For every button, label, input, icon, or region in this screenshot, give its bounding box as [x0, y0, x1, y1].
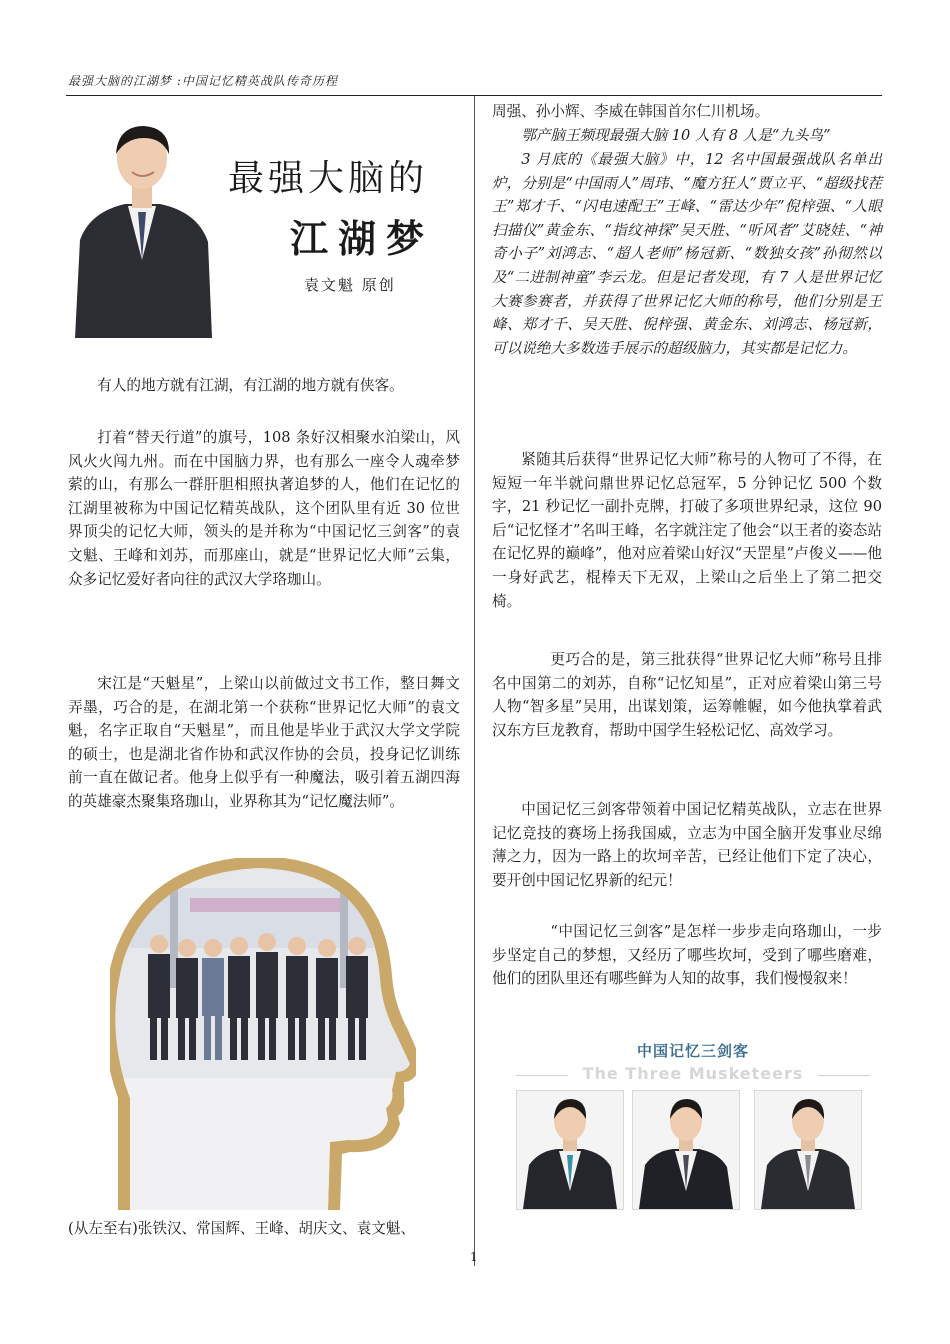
article-title-line2: 江湖梦	[290, 216, 435, 261]
right-paragraph-3: 紧随其后获得“世界记忆大师”称号的人物可了不得，在短短一年半就问鼎世界记忆总冠军，5 分钟记忆 500 个数字，21 秒记忆一副扑克牌，打破了多项世界纪录，这位 90 后“记忆怪才”名叫王峰，名字就注定了他会“以王者的姿态站在记忆界的巅峰”，他对应着梁山好汉“天罡星”卢俊义——他一身好武艺，棍棒天下无双，上梁山之后坐上了第二把交椅。	[492, 451, 882, 610]
page-number: 1	[470, 1250, 478, 1264]
head-silhouette-figure	[110, 858, 416, 1210]
musketeer-photo-3	[754, 1090, 862, 1210]
running-header: 最强大脑的江湖梦 :中国记忆精英战队传奇历程	[68, 74, 338, 88]
left-paragraph-2: 打着“替天行道”的旗号，108 条好汉相聚水泊梁山，风风火火闯九州。而在中国脑力界，也有那么一座令人魂牵梦萦的山，有那么一群肝胆相照执著追梦的人，他们在记忆的江湖里被称为中国记忆精英战队，这个团队里有近 30 位世界顶尖的记忆大师，领头的是并称为“中国记忆三剑客”的袁文魁、王峰和刘苏，而那座山，就是“世界记忆大师”云集，众多记忆爱好者向往的武汉大学珞珈山。	[68, 429, 460, 588]
three-musketeers-banner	[516, 1038, 870, 1208]
right-paragraph-5: 中国记忆三剑客带领着中国记忆精英战队，立志在世界记忆竞技的赛场上扬我国威，立志为中国全脑开发事业尽绵薄之力，因为一路上的坎坷辛苦，已经让他们下定了决心，要开创中国记忆界新的纪元！	[492, 801, 882, 889]
right-paragraph-1: 周强、孙小辉、李威在韩国首尔仁川机场。	[492, 103, 770, 120]
portrait-photo-icon	[70, 120, 215, 338]
column-divider	[474, 96, 475, 1266]
musketeer-photo-2	[632, 1090, 740, 1210]
musketeers-title-en: The Three Musketeers	[582, 1064, 804, 1083]
left-paragraph-3: 宋江是“天魁星”，上梁山以前做过文书工作，整日舞文弄墨，巧合的是，在湖北第一个获称“世界记忆大师”的袁文魁，名字正取自“天魁星”，而且他是毕业于武汉大学文学院的硕士，也是湖北省作协和武汉作协的会员，投身记忆训练前一直在做记者。他身上似乎有一种魔法，吸引着五湖四海的英雄豪杰聚集珞珈山，业界称其为“记忆魔法师”。	[68, 675, 460, 810]
right-subheading: 鄂产脑王频现最强大脑 10 人有 8 人是“九头鸟”	[521, 127, 831, 144]
musketeers-title-cn: 中国记忆三剑客	[636, 1042, 749, 1060]
head-silhouette-photo-icon	[110, 858, 416, 1210]
photo-caption: (从左至右)张铁汉、常国辉、王峰、胡庆文、袁文魁、	[68, 1220, 416, 1237]
author-portrait	[70, 120, 215, 338]
musketeer-photo-icon	[755, 1091, 861, 1209]
right-paragraph-2: 3 月底的《最强大脑》中，12 名中国最强战队名单出炉，分别是“中国雨人”周玮、“魔方狂人”贾立平、“超级找茬王”郑才千、“闪电速配王”王峰、“雷达少年”倪梓强、“人眼扫描仪”黄金东、“指纹神探”吴天胜、“听风者”艾晓娃、“神奇小子”刘鸿志、“超人老师”杨冠新、“数独女孩”孙彻然以及“二进制神童”李云龙。但是记者发现，有 7 人是世界记忆大赛参赛者，并获得了世界记忆大师的称号，他们分别是王峰、郑才千、吴天胜、倪梓强、黄金东、刘鸿志、杨冠新，可以说绝大多数选手展示的超级脑力，其实都是记忆力。	[492, 151, 882, 357]
musketeer-photo-icon	[517, 1091, 623, 1209]
article-title-line1: 最强大脑的	[228, 158, 429, 199]
musketeer-photo-1	[516, 1090, 624, 1210]
right-paragraph-4: 更巧合的是，第三批获得“世界记忆大师”称号且排名中国第二的刘苏，自称“记忆知星”，正对应着梁山第三号人物“智多星”吴用，出谋划策，运筹帷幄，如今他执掌着武汉东方巨龙教育，帮助中国学生轻松记忆、高效学习。	[492, 651, 882, 739]
musketeer-photo-icon	[633, 1091, 739, 1209]
byline: 袁文魁 原创	[304, 276, 396, 294]
left-paragraph-1: 有人的地方就有江湖，有江湖的地方就有侠客。	[97, 377, 404, 394]
right-paragraph-6: “中国记忆三剑客”是怎样一步步走向珞珈山，一步步坚定自己的梦想，又经历了哪些坎坷，受到了哪些磨难，他们的团队里还有哪些鲜为人知的故事，我们慢慢叙来！	[492, 923, 882, 988]
